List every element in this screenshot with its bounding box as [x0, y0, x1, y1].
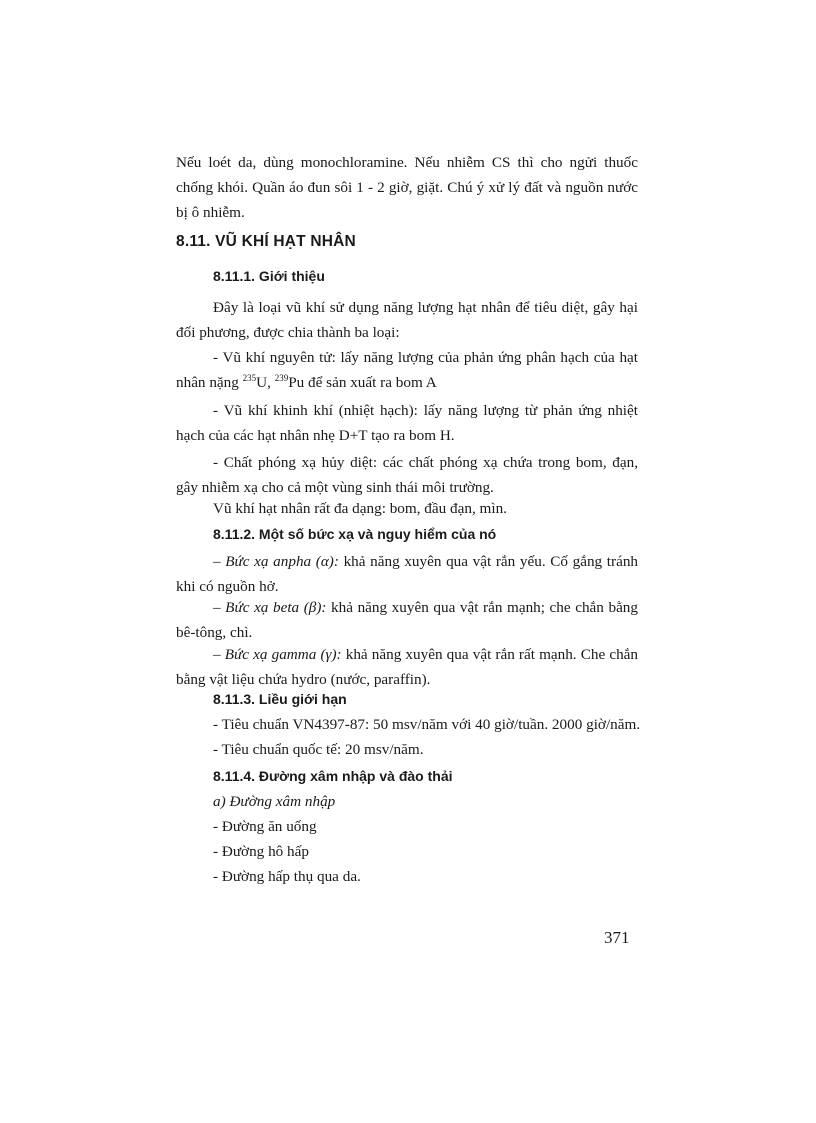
- limit-item-vn: - Tiêu chuẩn VN4397-87: 50 msv/năm với 40 giờ/tuần. 2000 giờ/năm.: [213, 716, 641, 733]
- page-number: 371: [604, 928, 630, 947]
- weapon-type-hydrogen: - Vũ khí khinh khí (nhiệt hạch): lấy năng lượng từ phản ứng nhiệt hạch của các hạt nhân nhẹ D+T tạo ra bom H.: [176, 402, 638, 444]
- weapon-type-radioactive: - Chất phóng xạ hủy diệt: các chất phóng xạ chứa trong bom, đạn, gây nhiễm xạ cho cả một vùng sinh thái môi trường.: [176, 454, 638, 496]
- subsection-heading-1: 8.11.1. Giới thiệu: [213, 268, 325, 284]
- entry-route-item: - Đường hấp thụ qua da.: [213, 868, 361, 885]
- subsection-heading-3: 8.11.3. Liều giới hạn: [213, 691, 347, 707]
- limit-item-international: - Tiêu chuẩn quốc tế: 20 msv/năm.: [213, 741, 424, 758]
- isotope-235-superscript: 235: [242, 373, 257, 383]
- radiation-gamma-label: – Bức xạ gamma (γ):: [213, 646, 342, 663]
- weapon-type-atomic-text-c: Pu để sản xuất ra bom A: [288, 374, 437, 391]
- weapon-type-atomic-text-b: U,: [256, 374, 275, 391]
- radiation-gamma-text: khả năng xuyên qua vật rắn rất mạnh. Che chắn bằng vật liệu chứa hydro (nước, paraffin).: [176, 646, 638, 688]
- subsection-heading-4: 8.11.4. Đường xâm nhập và đào thải: [213, 768, 453, 784]
- entry-routes-subheading: a) Đường xâm nhập: [213, 793, 336, 810]
- radiation-alpha-label: – Bức xạ anpha (α):: [213, 553, 339, 570]
- radiation-alpha-text: khả năng xuyên qua vật rắn yếu. Cố gắng tránh khi có nguồn hở.: [176, 553, 639, 595]
- radiation-beta-text: khả năng xuyên qua vật rắn mạnh; che chắn bằng bê-tông, chì.: [176, 599, 638, 641]
- radiation-beta-label: – Bức xạ beta (β):: [213, 599, 327, 616]
- subsection-heading-2: 8.11.2. Một số bức xạ và nguy hiểm của nó: [213, 526, 497, 542]
- weapon-type-atomic: [176, 345, 638, 395]
- intro-definition-paragraph: Đây là loại vũ khí sử dụng năng lượng hạt nhân để tiêu diệt, gây hại đối phương, được chia thành ba loại:: [176, 299, 638, 341]
- intro-paragraph: Nếu loét da, dùng monochloramine. Nếu nhiễm CS thì cho ngửi thuốc chống khói. Quần áo đun sôi 1 - 2 giờ, giặt. Chú ý xử lý đất và nguồn nước bị ô nhiễm.: [176, 154, 638, 221]
- summary-line: Vũ khí hạt nhân rất đa dạng: bom, đầu đạn, mìn.: [213, 500, 507, 517]
- radiation-beta: [176, 595, 638, 645]
- radiation-alpha: [176, 549, 638, 599]
- weapon-type-atomic-text-a: - Vũ khí nguyên tử: lấy năng lượng của phản ứng phân hạch của hạt nhân nặng: [176, 349, 638, 391]
- radiation-gamma: [176, 642, 638, 692]
- entry-route-item: - Đường ăn uống: [213, 818, 317, 835]
- isotope-239-superscript: 239: [274, 373, 289, 383]
- entry-route-item: - Đường hô hấp: [213, 843, 309, 860]
- section-heading: 8.11. VŨ KHÍ HẠT NHÂN: [176, 233, 356, 250]
